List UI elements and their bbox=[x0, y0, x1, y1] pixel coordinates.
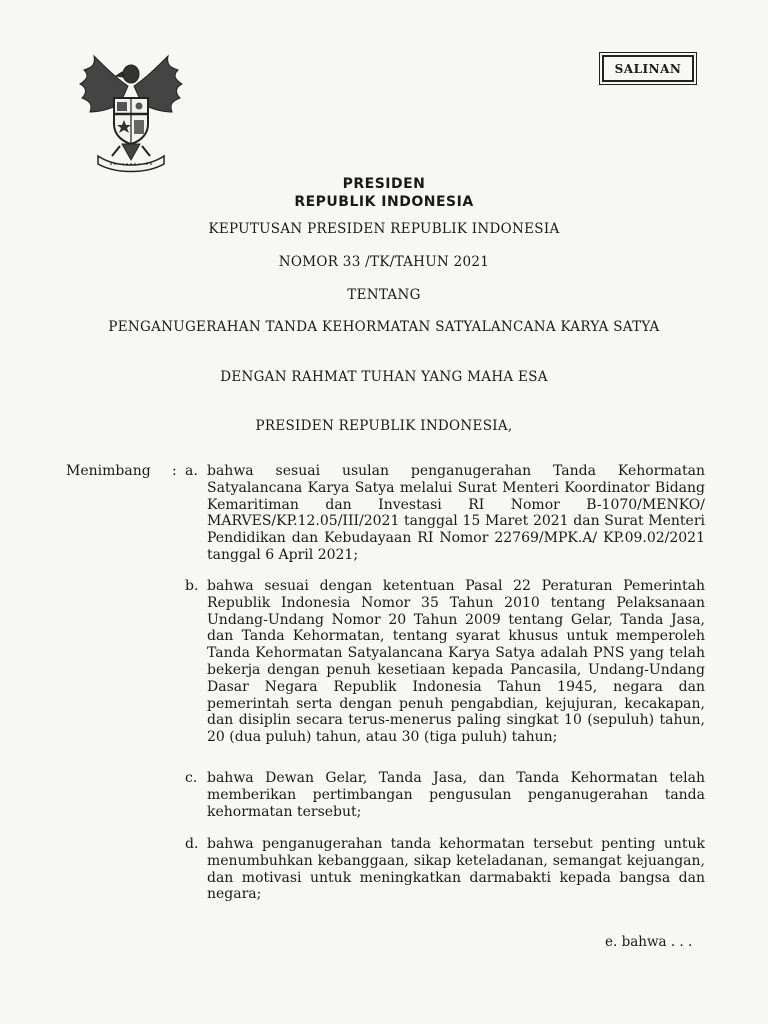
decree-subject: PENGANUGERAHAN TANDA KEHORMATAN SATYALANCANA KARYA SATYA bbox=[108, 319, 660, 335]
considering-label: Menimbang bbox=[66, 463, 151, 479]
garuda-emblem-icon bbox=[76, 48, 186, 178]
decree-number: NOMOR 33 /TK/TAHUN 2021 bbox=[278, 254, 490, 270]
republic-line: REPUBLIK INDONESIA bbox=[294, 194, 474, 210]
considering-item bbox=[185, 463, 705, 564]
decree-about: TENTANG bbox=[347, 287, 421, 303]
salinan-stamp: SALINAN bbox=[602, 55, 694, 82]
considering-colon: : bbox=[172, 463, 177, 479]
president-heading bbox=[0, 175, 768, 211]
page-continuation: e. bahwa . . . bbox=[605, 934, 693, 950]
item-text: bahwa sesuai dengan ketentuan Pasal 22 Peraturan Pemerintah Republik Indonesia Nomor 35 Tahun 2010 tentang Pelaksanaan Undang-Undang Nomor 20 Tahun 2009 tentang Gelar, Tanda Jasa, dan Tanda Kehormatan, tentang syarat khusus untuk memperoleh Tanda Kehormatan Satyalancana Karya Satya adalah PNS yang telah bekerja dengan penuh kesetiaan kepada Pancasila, Undang-Undang Dasar Negara Republik Indonesia Tahun 1945, negara dan pemerintah serta dengan penuh pengabdian, kejujuran, kecakapan, dan disiplin secara terus-menerus paling singkat 10 (sepuluh) tahun, 20 (dua puluh) tahun, atau 30 (tiga puluh) tahun; bbox=[207, 578, 705, 746]
item-text: bahwa Dewan Gelar, Tanda Jasa, dan Tanda Kehormatan telah memberikan pertimbangan pengusulan penganugerahan tanda kehormatan tersebut; bbox=[207, 770, 705, 820]
item-text: bahwa penganugerahan tanda kehormatan tersebut penting untuk menumbuhkan kebanggaan, sikap keteladanan, semangat kejuangan, dan motivasi untuk meningkatkan darmabakti kepada bangsa dan negara; bbox=[207, 836, 705, 903]
item-letter: d. bbox=[185, 836, 199, 852]
president-line: PRESIDEN bbox=[342, 176, 426, 192]
decree-authority: PRESIDEN REPUBLIK INDONESIA, bbox=[255, 418, 513, 434]
item-letter: c. bbox=[185, 770, 198, 786]
considering-item bbox=[185, 836, 705, 903]
decree-title: KEPUTUSAN PRESIDEN REPUBLIK INDONESIA bbox=[208, 221, 560, 237]
considering-item bbox=[185, 770, 705, 820]
decree-blessing: DENGAN RAHMAT TUHAN YANG MAHA ESA bbox=[220, 369, 548, 385]
considering-item bbox=[185, 578, 705, 746]
item-letter: a. bbox=[185, 463, 198, 479]
item-letter: b. bbox=[185, 578, 199, 594]
item-text: bahwa sesuai usulan penganugerahan Tanda Kehormatan Satyalancana Karya Satya melalui Surat Menteri Koordinator Bidang Kemaritiman dan Investasi RI Nomor B-1070/MENKO/ MARVES/KP.12.05/III/2021 tanggal 15 Maret 2021 dan Surat Menteri Pendidikan dan Kebudayaan RI Nomor 22769/MPK.A/ KP.09.02/2021 tanggal 6 April 2021; bbox=[207, 463, 705, 563]
